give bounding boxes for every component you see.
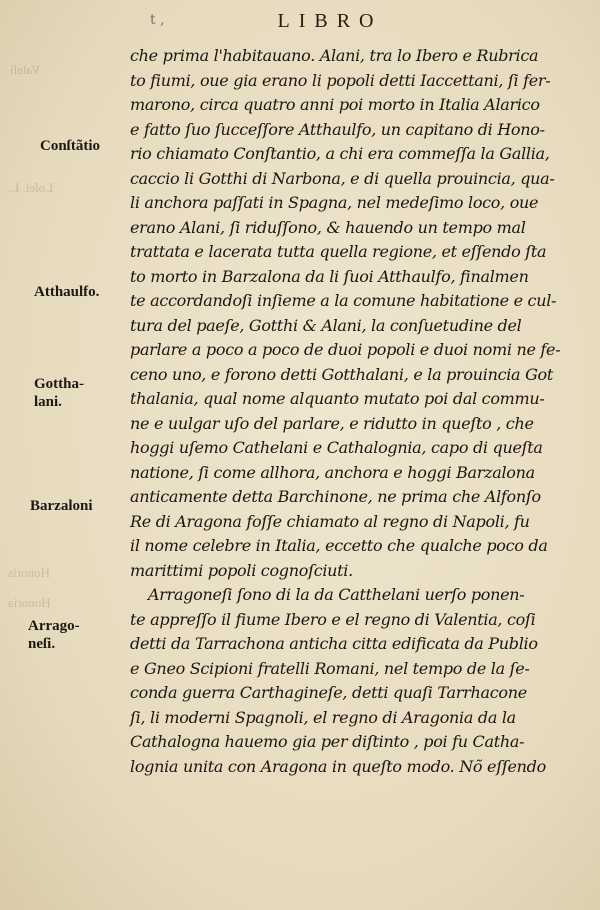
text-line: conda guerra Carthagineſe, detti quaſi Tarrhacone xyxy=(130,683,527,702)
text-line: Re di Aragona foſſe chiamato al regno di Napoli, fu xyxy=(130,511,530,531)
text-line: anticamente detta Barchinone, ne prima che Alfonſo xyxy=(130,487,541,506)
text-line: natione, ſi come allhora, anchora e hoggi Barzalona xyxy=(130,462,535,482)
text-line: te accordandoſi inſieme a la comune habitatione e cul- xyxy=(130,291,557,310)
text-line: marittimi popoli cognoſciuti. xyxy=(130,560,353,580)
margin-note: Arrago- neſi. xyxy=(28,618,80,652)
text-line: li anchora paſſati in Spagna, nel medeſimo loco, oue xyxy=(130,193,539,212)
margin-note: Gottha- lani. xyxy=(34,376,84,410)
text-line: e Gneo Scipioni fratelli Romani, nel tempo de la ſe- xyxy=(130,658,530,678)
text-line: to fiumi, oue gia erano li popoli detti Iaccettani, ſi fer- xyxy=(130,70,551,90)
text-line: e fatto ſuo ſucceſſore Atthaulfo, un capitano di Hono- xyxy=(130,119,545,139)
text-line: che prima l'habitauano. Alani, tra lo Ibero e Rubrica xyxy=(130,46,539,65)
text-line: caccio li Gotthi di Narbona, e di quella prouincia, qua- xyxy=(130,168,555,188)
text-line: ne e uulgar uſo del parlare, e ridutto in queſto , che xyxy=(130,413,534,433)
text-line: detti da Tarrachona anticha citta edificata da Publio xyxy=(130,634,538,653)
show-through-text: Honoris xyxy=(8,565,50,580)
running-head xyxy=(0,10,600,33)
show-through-text: Honoria xyxy=(8,595,51,610)
text-line: tura del paeſe, Gotthi & Alani, la conſuetudine del xyxy=(130,315,522,335)
text-line: il nome celebre in Italia, eccetto che qualche poco da xyxy=(130,536,548,555)
text-line: parlare a poco a poco de duoi popoli e duoi nomi ne fe- xyxy=(130,340,561,359)
text-line: Cathalogna hauemo gia per diſtinto , poi fu Catha- xyxy=(130,732,525,751)
header-smudge: t , xyxy=(150,12,165,28)
show-through-text: Loſel. L. xyxy=(8,180,54,195)
text-line: rio chiamato Conſtantio, a chi era commeſſa la Gallia, xyxy=(130,144,550,163)
margin-note: Barzaloni xyxy=(30,498,93,514)
text-line: marono, circa quatro anni poi morto in Italia Alarico xyxy=(130,95,540,114)
text-line: thalania, qual nome alquanto mutato poi dal commu- xyxy=(130,389,545,408)
text-line: ſi, li moderni Spagnoli, el regno di Aragonia da la xyxy=(130,707,516,727)
text-line: trattata e lacerata tutta quella regione, et eſſendo ſta xyxy=(130,242,547,261)
text-line: hoggi uſemo Cathelani e Cathalognia, capo di queſta xyxy=(130,438,543,457)
text-line: ceno uno, e forono detti Gotthalani, e la prouincia Got xyxy=(130,364,554,384)
show-through-text: Valeſi xyxy=(10,62,41,77)
running-head-title: LIBRO xyxy=(277,10,383,32)
text-line: to morto in Barzalona da li ſuoi Atthaulfo, finalmen xyxy=(130,266,529,286)
text-line: te appreſſo il fiume Ibero e el regno di Valentia, coſi xyxy=(130,609,536,629)
margin-note: Conſtãtio xyxy=(40,138,100,154)
text-line: lognia unita con Aragona in queſto modo. Nõ eſſendo xyxy=(130,756,546,776)
margin-note: Atthaulfo. xyxy=(34,284,100,300)
text-line: erano Alani, ſi riduſſono, & hauendo un tempo mal xyxy=(130,217,526,237)
text-line: Arragoneſi ſono di la da Catthelani uerſo ponen- xyxy=(148,585,525,604)
